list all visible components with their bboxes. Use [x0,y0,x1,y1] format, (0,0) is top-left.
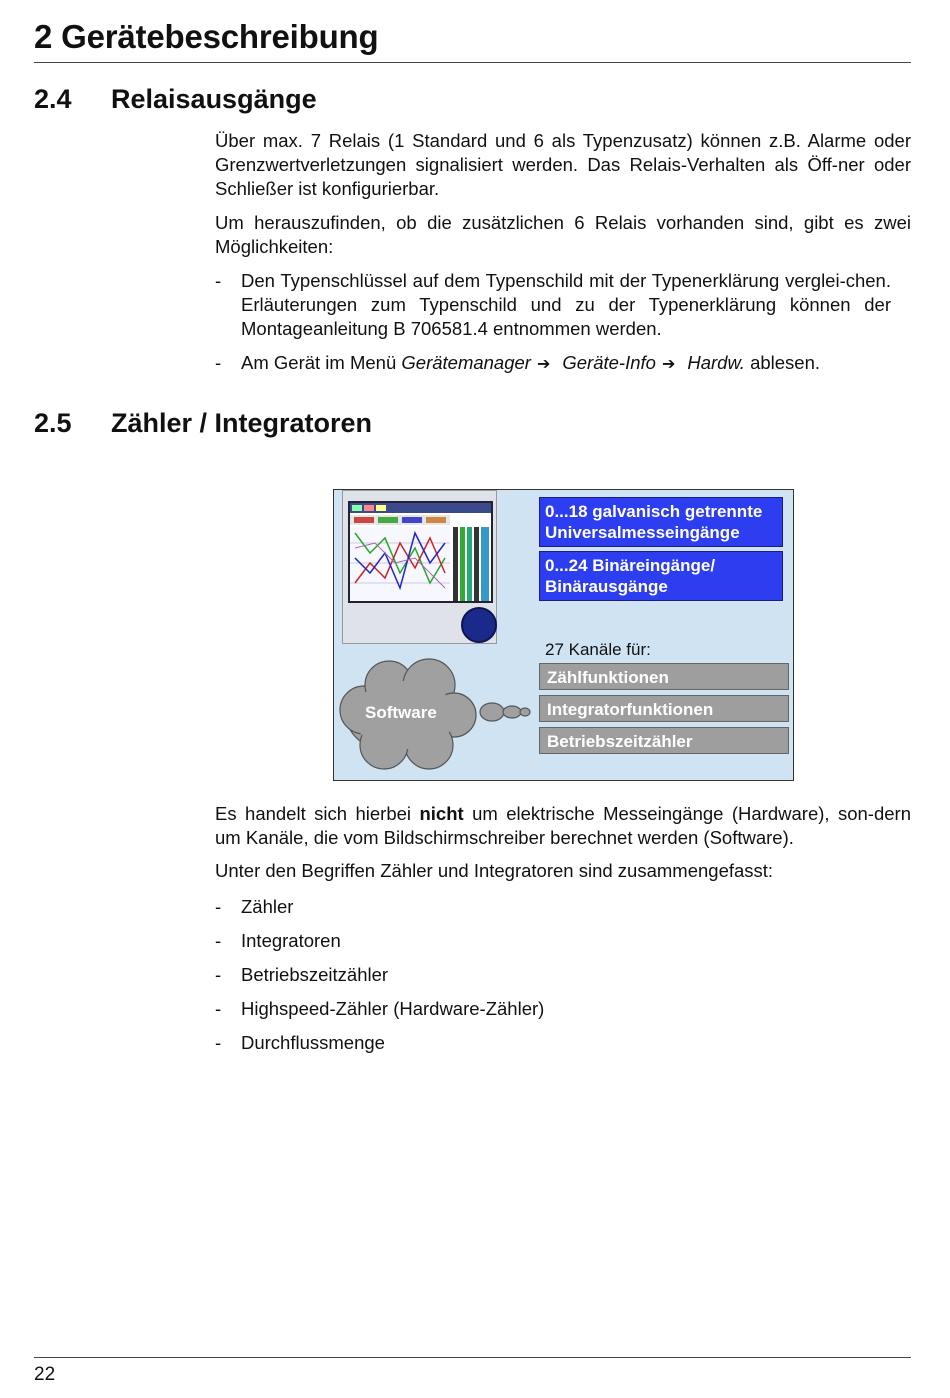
para-text-before: Es handelt sich hierbei [215,803,412,824]
menu-item-geraetemanager: Gerätemanager [401,352,531,373]
header-rule [34,62,911,63]
list-dash: - [215,998,222,1019]
section-title: Zähler / Integratoren [111,408,373,438]
list-dash: - [215,270,222,291]
device-screen [348,501,493,603]
relais-paragraph-2: Um herauszufinden, ob die zusätzlichen 6 Relais vorhanden sind, gibt es zwei Möglichkeiten: [215,212,911,257]
list-item-text: Durchflussmenge [241,1032,385,1053]
universal-inputs-box: 0...18 galvanisch getrennte Universalmesseingänge [539,497,783,547]
section-title: Relaisausgänge [111,84,317,114]
section-heading-relais [34,84,317,115]
zaehler-paragraph-1 [215,802,911,850]
list-dash: - [215,352,222,373]
operating-hours-box: Betriebszeitzähler [539,727,789,754]
menu-path-suffix: ablesen. [750,352,821,373]
list-dash: - [215,1032,222,1053]
relais-paragraph-1: Über max. 7 Relais (1 Standard und 6 als Typenzusatz) können z.B. Alarme oder Grenzwertverletzungen signalisiert werden. Das Relais-Verhalten als Öff-ner oder Schließer ist konfigurierbar. [215,130,911,199]
list-item [215,997,911,1021]
list-dash: - [215,930,222,951]
list-item-text [241,351,891,377]
menu-path-prefix: Am Gerät im Menü [241,352,397,373]
list-item [215,269,891,341]
list-item-text: Integratoren [241,930,341,951]
device-screen-graphic [350,503,491,601]
list-dash: - [215,964,222,985]
channels-label: 27 Kanäle für: [545,640,651,659]
list-item-text: Betriebszeitzähler [241,964,389,985]
list-item [215,929,911,953]
list-item [215,963,911,987]
recorder-device-illustration [342,490,497,644]
relais-options-list [215,269,891,377]
section-number: 2.5 [34,408,72,438]
arrow-right-icon: ➔ [661,356,676,373]
page-number: 22 [34,1364,56,1385]
integrator-functions-box: Integratorfunktionen [539,695,789,722]
chapter-title: 2 Gerätebeschreibung [34,18,379,55]
list-item [215,895,911,919]
list-item-text: Highspeed-Zähler (Hardware-Zähler) [241,998,545,1019]
zaehler-types-list [215,895,911,1055]
emphasis-nicht: nicht [419,803,464,824]
counting-functions-box: Zählfunktionen [539,663,789,690]
device-knob [461,607,497,643]
section-number: 2.4 [34,84,72,114]
list-item [215,1031,911,1055]
binary-io-box: 0...24 Binäreingänge/ Binärausgänge [539,551,783,601]
list-item-text: Zähler [241,896,294,917]
section-heading-zaehler [34,408,372,439]
counters-figure [333,489,794,781]
para-text-after: um elektrische Messeingänge (Hardware), son-dern um Kanäle, die vom Bildschirmschreiber berechnet werden (Software). [215,803,911,848]
list-item [215,351,891,377]
zaehler-paragraph-2: Unter den Begriffen Zähler und Integratoren sind zusammengefasst: [215,860,774,881]
arrow-right-icon: ➔ [536,356,551,373]
list-dash: - [215,896,222,917]
footer-rule [34,1357,911,1358]
software-label: Software [365,703,437,722]
menu-item-geraete-info: Geräte-Info [562,352,656,373]
menu-item-hardw: Hardw. [687,352,745,373]
list-item-text: Den Typenschlüssel auf dem Typenschild mit der Typenerklärung verglei-chen. Erläuterungen zum Typenschild und zu der Typenerklärung können der Montageanleitung B 706581.4 entnommen werden. [241,270,891,339]
